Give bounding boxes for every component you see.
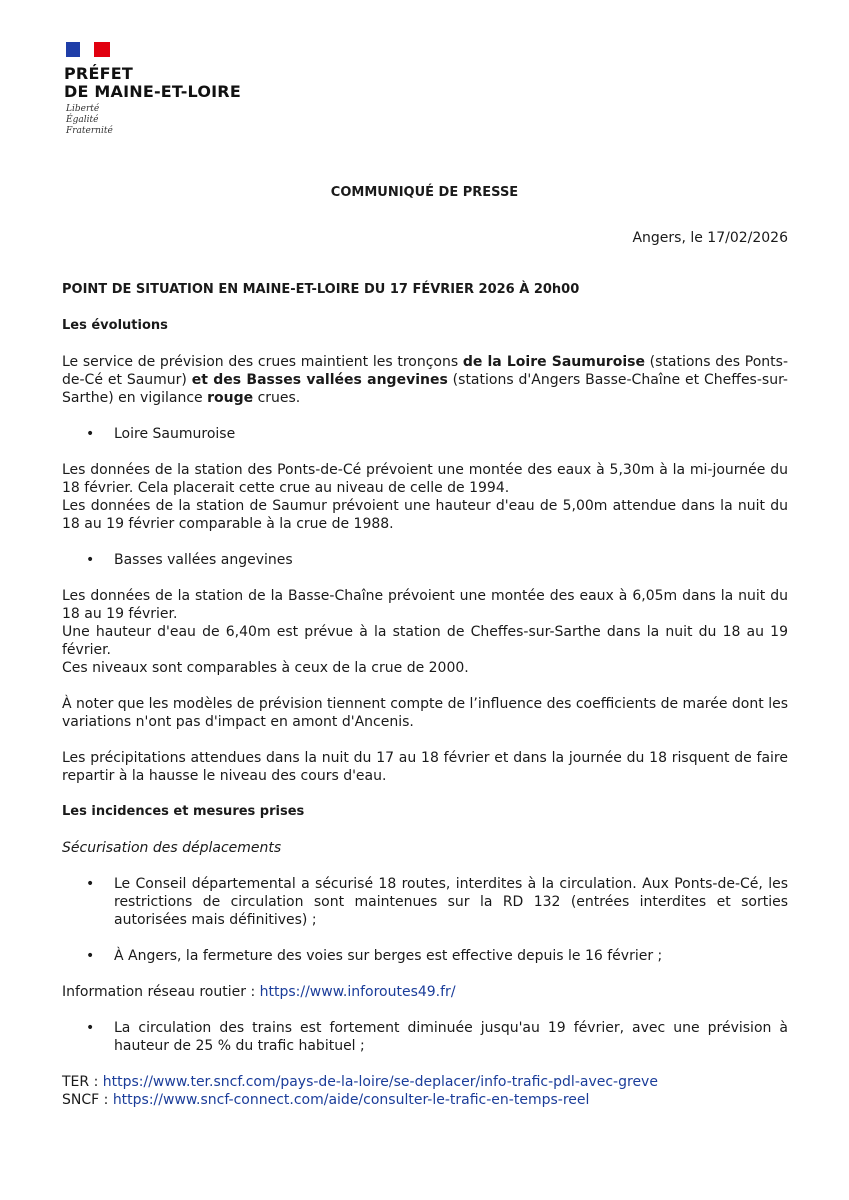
road-info-line: Information réseau routier : https://www.inforoutes49.fr/ [62,984,456,1000]
paragraph-cheffes: Une hauteur d'eau de 6,40m est prévue à la station de Cheffes-sur-Sarthe dans la nuit du 18 au 19 février. [62,624,788,658]
press-release-body [62,281,788,1109]
subtitle-securisation: Sécurisation des déplacements [62,840,282,856]
document-title: COMMUNIQUÉ DE PRESSE [330,185,519,200]
section-title-evolutions: Les évolutions [62,318,168,333]
paragraph-comparison: Ces niveaux sont comparables à ceux de la crue de 2000. [62,660,469,676]
date-line: Angers, le 17/02/2026 [632,230,788,246]
paragraph-ponts-de-ce: Les données de la station des Ponts-de-Cé prévoient une montée des eaux à 5,30m à la mi-journée du 18 février. Cela placerait cette crue au niveau de celle de 1994. [62,462,788,496]
main-heading: POINT DE SITUATION EN MAINE-ET-LOIRE DU 17 FÉVRIER 2026 À 20h00 [62,282,580,297]
sncf-link[interactable]: https://www.sncf-connect.com/aide/consulter-le-trafic-en-temps-reel [112,1092,590,1108]
paragraph-tides: À noter que les modèles de prévision tiennent compte de l’influence des coefficients de marée dont les variations n'ont pas d'impact en amont d'Ancenis. [62,696,788,730]
bullet-basses-vallees: • Basses vallées angevines [62,551,788,569]
ter-link[interactable]: https://www.ter.sncf.com/pays-de-la-loire/se-deplacer/info-trafic-pdl-avec-greve [102,1074,658,1090]
paragraph-basse-chaine: Les données de la station de la Basse-Chaîne prévoient une montée des eaux à 6,05m dans la nuit du 18 au 19 février. [62,588,788,622]
bullet-conseil-departemental: • Le Conseil départemental a sécurisé 18 routes, interdites à la circulation. Aux Ponts-de-Cé, les restrictions de circulation sont maintenues sur la RD 132 (entrées interdites et sorties autorisées mais définitives) ; [62,875,788,929]
bullet-angers-berges: • À Angers, la fermeture des voies sur berges est effective depuis le 16 février ; [62,947,788,965]
intro-paragraph: Le service de prévision des crues maintient les tronçons de la Loire Saumuroise (stations des Ponts-de-Cé et Saumur) et des Basses vallées angevines (stations d'Angers Basse-Chaîne et Cheffes-sur-Sarthe) en vigilance rouge crues. [62,354,789,406]
inforoutes-link[interactable]: https://www.inforoutes49.fr/ [259,984,456,1000]
ter-line: TER : https://www.ter.sncf.com/pays-de-la-loire/se-deplacer/info-trafic-pdl-avec-greve [62,1074,658,1090]
marianne-flag-icon [66,42,110,57]
prefecture-name: PRÉFET DE MAINE-ET-LOIRE [64,64,241,101]
paragraph-saumur: Les données de la station de Saumur prévoient une hauteur d'eau de 5,00m attendue dans la nuit du 18 au 19 février comparable à la crue de 1988. [62,498,788,532]
paragraph-precipitation: Les précipitations attendues dans la nuit du 17 au 18 février et dans la journée du 18 risquent de faire repartir à la hausse le niveau des cours d'eau. [62,750,788,784]
prefecture-logo [54,30,254,150]
bullet-loire-saumuroise: • Loire Saumuroise [62,425,788,443]
republic-motto: Liberté Égalité Fraternité [66,104,113,136]
section-title-incidences: Les incidences et mesures prises [62,804,305,819]
bullet-trains: • La circulation des trains est fortement diminuée jusqu'au 19 février, avec une prévision à hauteur de 25 % du trafic habituel ; [62,1019,788,1055]
sncf-line: SNCF : https://www.sncf-connect.com/aide/consulter-le-trafic-en-temps-reel [62,1092,590,1108]
